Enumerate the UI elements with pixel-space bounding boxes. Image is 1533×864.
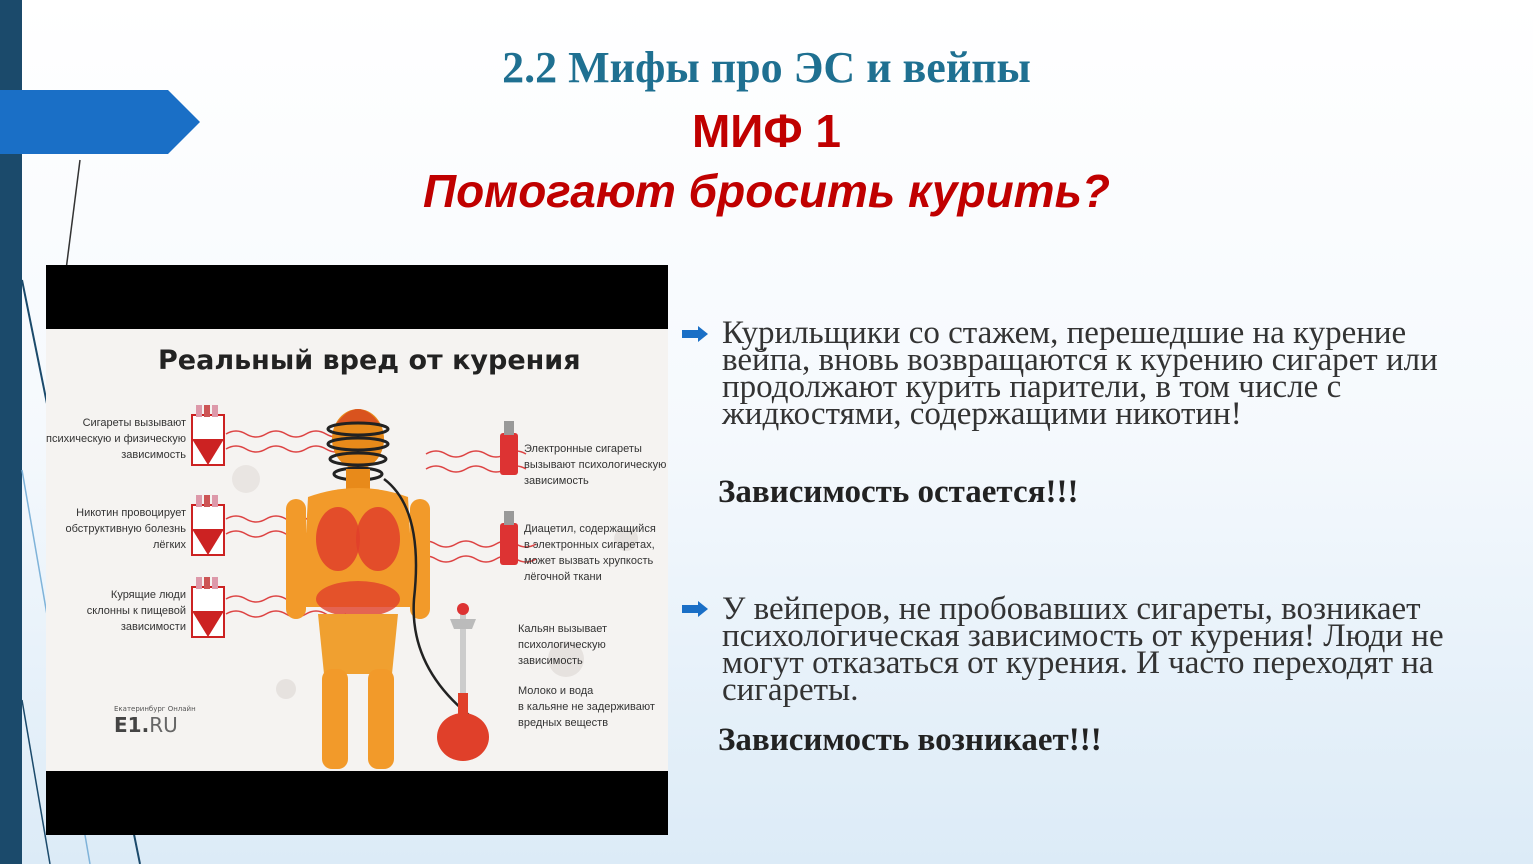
bullet-emphasis-1: Зависимость остается!!! — [718, 474, 1079, 510]
caption-left-3: Курящие люди склонны к пищевой зависимости — [86, 589, 186, 633]
e1-logo: Екатеринбург Онлайн E1.RU — [114, 705, 196, 737]
cigarette-pack-icon — [192, 577, 224, 637]
bullet-emphasis-2: Зависимость возникает!!! — [718, 722, 1102, 758]
arrow-bullet-icon — [682, 326, 708, 342]
caption-left-1: Сигареты вызывают психическую и физическую зависимость — [46, 417, 186, 461]
arrow-bullet-icon — [682, 601, 708, 617]
caption-right-3: Кальян вызывает психологическую зависимость — [518, 623, 608, 667]
myth-question: Помогают бросить курить? — [422, 165, 1110, 217]
cigarette-pack-icon — [192, 405, 224, 465]
infographic-image — [46, 265, 668, 835]
myth-number: МИФ 1 — [691, 105, 841, 157]
caption-right-1: Электронные сигареты вызывают психологическую зависимость — [524, 443, 667, 487]
infographic-panel — [46, 329, 668, 771]
cigarette-pack-icon — [192, 495, 224, 555]
slide-title: 2.2 Мифы про ЭС и вейпы — [502, 43, 1031, 92]
bullet-text-2: У вейперов, не пробовавших сигареты, возникает психологическая зависимость от курения! Люди не могут отказаться от курения. И часто переходят на сигареты. — [722, 591, 1444, 708]
hookah-icon — [437, 603, 489, 761]
caption-left-2: Никотин провоцирует обструктивную болезнь лёгких — [65, 507, 186, 551]
caption-right-2: Диацетил, содержащийся в электронных сигаретах, может вызвать хрупкость лёгочной ткани — [524, 523, 656, 583]
human-figure-icon — [286, 409, 474, 769]
caption-right-4: Молоко и вода в кальяне не задерживают вредных веществ — [518, 685, 655, 729]
infographic-title: Реальный вред от курения — [158, 345, 581, 376]
bullet-text-1: Курильщики со стажем, перешедшие на курение вейпа, вновь возвращаются к курению сигарет или продолжают курить парители, в том числе с жидкостями, содержащими никотин! — [722, 315, 1438, 432]
